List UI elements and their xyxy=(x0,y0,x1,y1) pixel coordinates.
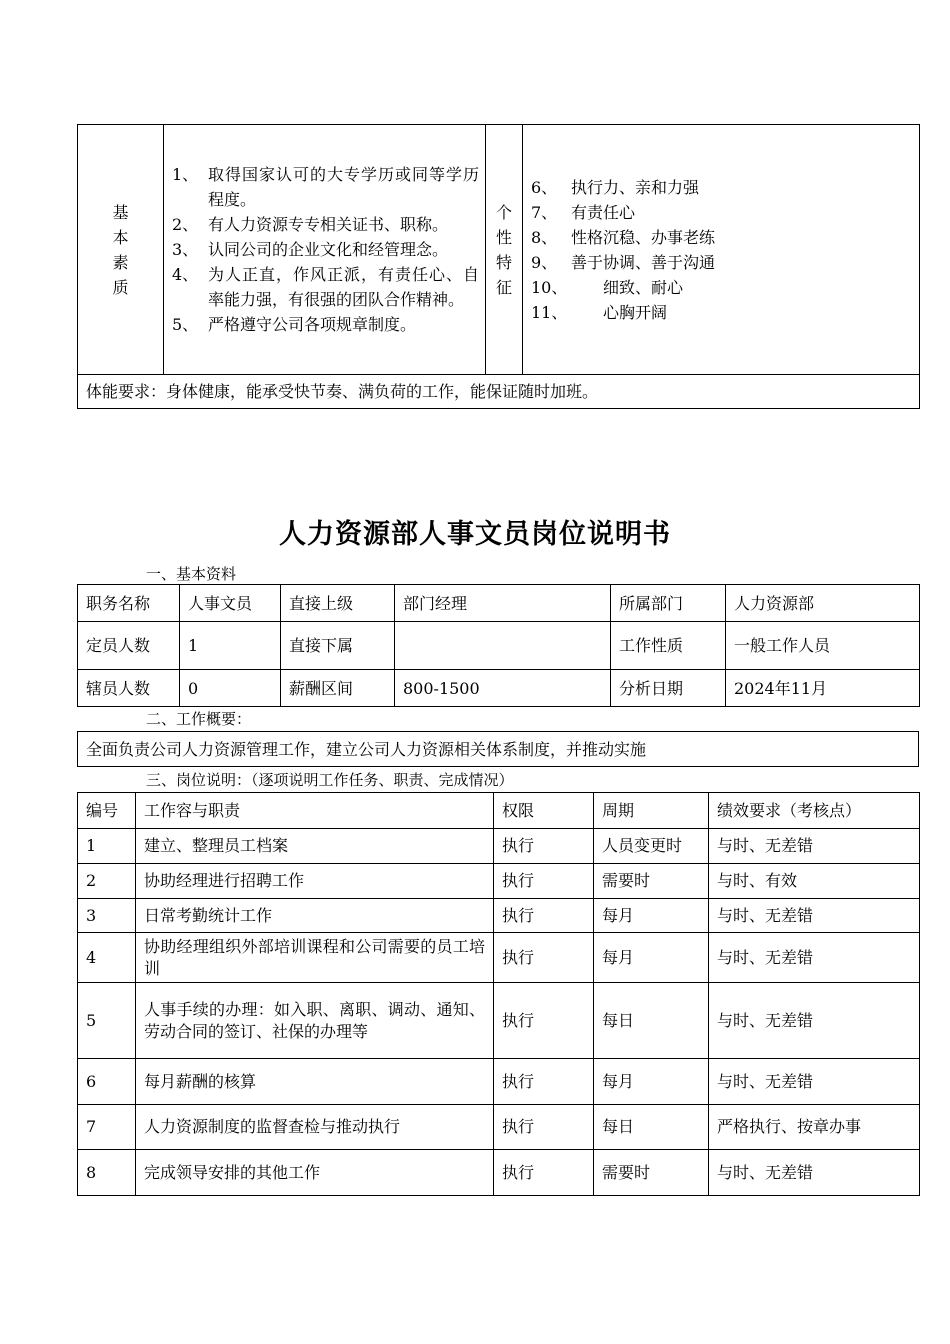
duties-table xyxy=(77,792,920,1196)
cell: 协助经理组织外部培训课程和公司需要的员工培训 xyxy=(136,933,494,983)
cell: 执行 xyxy=(494,983,594,1059)
basic-quality-label: 基 本 素 质 xyxy=(78,125,164,375)
cell: 每月 xyxy=(594,1059,709,1105)
qualification-table xyxy=(77,124,920,409)
cell: 完成领导安排的其他工作 xyxy=(136,1150,494,1196)
cell: 部门经理 xyxy=(395,585,611,622)
cell: 与时、无差错 xyxy=(709,983,920,1059)
cell: 3 xyxy=(78,899,136,933)
cell: 每日 xyxy=(594,983,709,1059)
cell: 每月薪酬的核算 xyxy=(136,1059,494,1105)
cell: 人力资源制度的监督查检与推动执行 xyxy=(136,1105,494,1150)
list-item: 5、 严格遵守公司各项规章制度。 xyxy=(172,315,417,334)
cell: 执行 xyxy=(494,1105,594,1150)
list-item: 2、 有人力资源专专相关证书、职称。 xyxy=(172,215,449,234)
cell: 与时、有效 xyxy=(709,864,920,899)
list-item: 7、 有责任心 xyxy=(531,202,636,222)
table-row xyxy=(78,864,920,899)
cell: 人事文员 xyxy=(180,585,281,622)
cell: 直接上级 xyxy=(281,585,395,622)
basic-quality-list xyxy=(164,160,485,339)
cell: 严格执行、按章办事 xyxy=(709,1105,920,1150)
table-row xyxy=(78,1150,920,1196)
cell: 与时、无差错 xyxy=(709,933,920,983)
table-header-row xyxy=(78,793,920,829)
cell: 日常考勤统计工作 xyxy=(136,899,494,933)
list-item: 3、 认同公司的企业文化和经管理念。 xyxy=(172,240,449,259)
cell: 4 xyxy=(78,933,136,983)
cell: 0 xyxy=(180,670,281,707)
cell: 与时、无差错 xyxy=(709,829,920,864)
cell: 需要时 xyxy=(594,1150,709,1196)
cell: 5 xyxy=(78,983,136,1059)
cell: 与时、无差错 xyxy=(709,1059,920,1105)
list-item: 6、 执行力、亲和力强 xyxy=(531,177,700,197)
cell: 执行 xyxy=(494,933,594,983)
cell: 建立、整理员工档案 xyxy=(136,829,494,864)
physical-requirement: 体能要求：身体健康，能承受快节奏、满负荷的工作，能保证随时加班。 xyxy=(78,375,920,409)
table-row xyxy=(78,1105,920,1150)
list-item: 11、 心胸开阔 xyxy=(531,302,668,322)
column-header: 权限 xyxy=(494,793,594,829)
cell: 每月 xyxy=(594,933,709,983)
cell: 每日 xyxy=(594,1105,709,1150)
column-header: 编号 xyxy=(78,793,136,829)
cell: 薪酬区间 xyxy=(281,670,395,707)
cell: 所属部门 xyxy=(611,585,726,622)
cell: 协助经理进行招聘工作 xyxy=(136,864,494,899)
cell: 执行 xyxy=(494,864,594,899)
cell: 执行 xyxy=(494,1059,594,1105)
summary-table xyxy=(77,731,919,767)
column-header: 绩效要求（考核点） xyxy=(709,793,920,829)
cell: 职务名称 xyxy=(78,585,180,622)
cell: 执行 xyxy=(494,1150,594,1196)
cell: 2 xyxy=(78,864,136,899)
cell: 定员人数 xyxy=(78,622,180,670)
column-header: 周期 xyxy=(594,793,709,829)
list-item: 4、 为人正直，作风正派，有责任心、自率能力强，有很强的团队合作精神。 xyxy=(172,265,479,309)
cell: 人力资源部 xyxy=(726,585,920,622)
cell: 2024年11月 xyxy=(726,670,920,707)
cell: 每月 xyxy=(594,899,709,933)
list-item: 10、 细致、耐心 xyxy=(531,277,684,297)
cell: 一般工作人员 xyxy=(726,622,920,670)
table-row xyxy=(78,829,920,864)
cell: 800-1500 xyxy=(395,670,611,707)
personality-list xyxy=(523,175,919,325)
cell: 与时、无差错 xyxy=(709,899,920,933)
cell: 辖员人数 xyxy=(78,670,180,707)
cell: 人员变更时 xyxy=(594,829,709,864)
basic-info-table xyxy=(77,584,920,707)
cell: 直接下属 xyxy=(281,622,395,670)
table-row xyxy=(78,899,920,933)
table-row xyxy=(78,1059,920,1105)
cell: 人事手续的办理：如入职、离职、调动、通知、劳动合同的签订、社保的办理等 xyxy=(136,983,494,1059)
cell: 分析日期 xyxy=(611,670,726,707)
cell: 工作性质 xyxy=(611,622,726,670)
cell: 6 xyxy=(78,1059,136,1105)
cell: 1 xyxy=(78,829,136,864)
personality-label: 个 性 特 征 xyxy=(486,125,523,375)
table-row xyxy=(78,983,920,1059)
section-summary-heading: 二、工作概要： xyxy=(146,710,252,728)
column-header: 工作容与职责 xyxy=(136,793,494,829)
cell: 1 xyxy=(180,622,281,670)
list-item: 9、 善于协调、善于沟通 xyxy=(531,252,716,272)
list-item: 1、 取得国家认可的大专学历或同等学历程度。 xyxy=(172,165,479,209)
cell: 7 xyxy=(78,1105,136,1150)
cell: 需要时 xyxy=(594,864,709,899)
cell: 执行 xyxy=(494,899,594,933)
cell: 执行 xyxy=(494,829,594,864)
section-basic-heading: 一、基本资料 xyxy=(146,565,237,583)
list-item: 8、 性格沉稳、办事老练 xyxy=(531,227,716,247)
page-title: 人力资源部人事文员岗位说明书 xyxy=(279,519,671,550)
cell: 8 xyxy=(78,1150,136,1196)
cell xyxy=(395,622,611,670)
summary-text: 全面负责公司人力资源管理工作，建立公司人力资源相关体系制度，并推动实施 xyxy=(78,732,919,767)
cell: 与时、无差错 xyxy=(709,1150,920,1196)
section-duties-heading: 三、岗位说明：（逐项说明工作任务、职责、完成情况） xyxy=(146,771,514,789)
table-row xyxy=(78,933,920,983)
